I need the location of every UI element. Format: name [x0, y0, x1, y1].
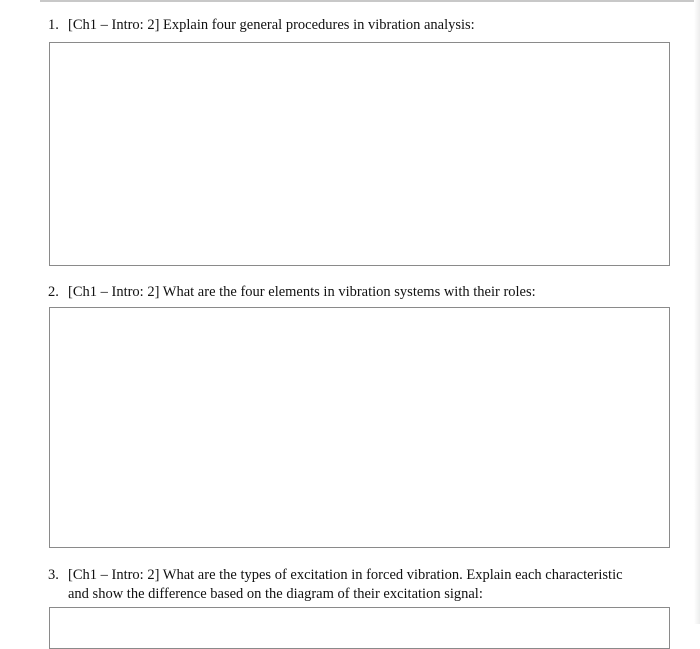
top-divider	[40, 0, 700, 2]
question-number: 3.	[48, 567, 59, 583]
question-2	[48, 283, 668, 302]
question-3	[48, 566, 668, 604]
question-text-line-1: [Ch1 – Intro: 2] What are the types of excitation in forced vibration. Explain each characteristic	[68, 567, 623, 583]
answer-box-3[interactable]	[49, 607, 670, 649]
question-text: [Ch1 – Intro: 2] What are the four elements in vibration systems with their roles:	[68, 284, 536, 300]
question-number: 1.	[48, 17, 59, 33]
page-edge-shadow	[694, 0, 700, 624]
question-text: [Ch1 – Intro: 2] Explain four general procedures in vibration analysis:	[68, 17, 475, 33]
question-1	[48, 16, 668, 35]
question-text-line-2: and show the difference based on the diagram of their excitation signal:	[68, 586, 483, 602]
question-number: 2.	[48, 284, 59, 300]
answer-box-1[interactable]	[49, 42, 670, 266]
answer-box-2[interactable]	[49, 307, 670, 548]
